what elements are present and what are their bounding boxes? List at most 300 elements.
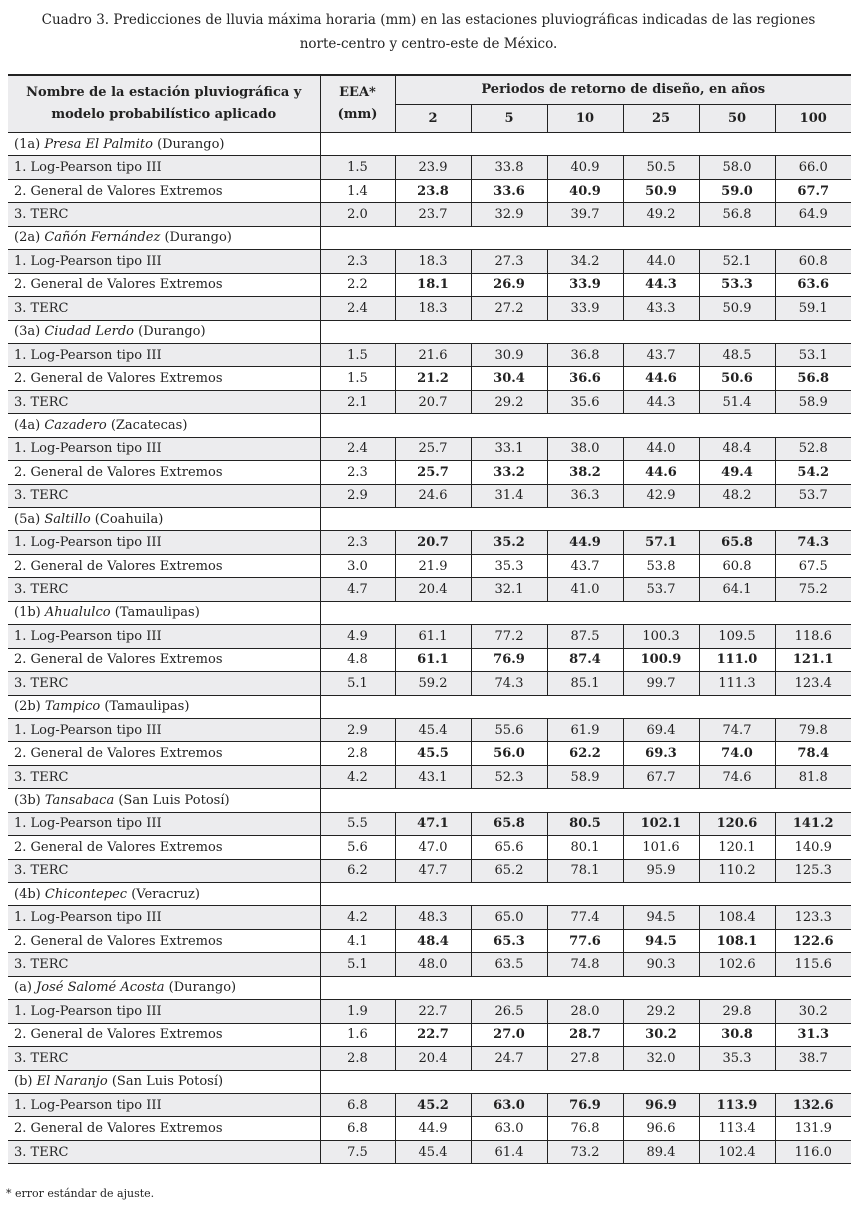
eea-value: 6.8 [320, 1093, 395, 1116]
prediction-value: 120.1 [699, 836, 775, 859]
station-name-cell [8, 976, 320, 999]
eea-value: 2.9 [320, 484, 395, 507]
prediction-value: 32.1 [471, 578, 547, 601]
prediction-value: 33.1 [471, 437, 547, 460]
prediction-value: 53.3 [699, 273, 775, 296]
station-blank [320, 976, 851, 999]
prediction-value: 76.9 [547, 1093, 623, 1116]
station-name: José Salomé Acosta [36, 980, 165, 996]
prediction-value: 48.2 [699, 484, 775, 507]
model-row [8, 250, 851, 273]
prediction-value: 59.0 [699, 179, 775, 202]
station-name-cell [8, 508, 320, 531]
model-name: 1. Log-Pearson tipo III [8, 156, 320, 179]
station-row [8, 1070, 851, 1093]
prediction-value: 58.0 [699, 156, 775, 179]
station-name: Cañón Fernández [44, 230, 161, 246]
station-code: (4b) [14, 886, 41, 902]
prediction-value: 108.4 [699, 906, 775, 929]
prediction-value: 75.2 [775, 578, 851, 601]
prediction-value: 29.2 [471, 390, 547, 413]
prediction-value: 61.9 [547, 718, 623, 741]
prediction-value: 55.6 [471, 718, 547, 741]
prediction-value: 67.7 [775, 179, 851, 202]
station-blank [320, 695, 851, 718]
header-period-10: 10 [547, 104, 623, 132]
prediction-value: 56.0 [471, 742, 547, 765]
prediction-value: 33.6 [471, 179, 547, 202]
model-name: 3. TERC [8, 765, 320, 788]
rainfall-table [8, 74, 851, 1164]
prediction-value: 108.1 [699, 929, 775, 952]
eea-value: 4.9 [320, 625, 395, 648]
model-name: 2. General de Valores Extremos [8, 367, 320, 390]
prediction-value: 41.0 [547, 578, 623, 601]
prediction-value: 24.6 [395, 484, 471, 507]
header-eea-label: EEA* [339, 85, 376, 100]
station-name: Ciudad Lerdo [44, 324, 135, 340]
prediction-value: 36.3 [547, 484, 623, 507]
eea-value: 2.8 [320, 1047, 395, 1070]
prediction-value: 30.2 [775, 1000, 851, 1023]
prediction-value: 63.5 [471, 953, 547, 976]
station-name-cell [8, 414, 320, 437]
model-name: 2. General de Valores Extremos [8, 836, 320, 859]
station-code: (a) [14, 980, 32, 996]
prediction-value: 118.6 [775, 625, 851, 648]
prediction-value: 100.9 [623, 648, 699, 671]
station-code: (1b) [14, 605, 41, 621]
station-name: Ahualulco [44, 605, 111, 621]
station-region: (Tamaulipas) [104, 699, 190, 715]
prediction-value: 44.9 [395, 1117, 471, 1140]
prediction-value: 45.4 [395, 1140, 471, 1163]
model-row [8, 437, 851, 460]
station-row [8, 414, 851, 437]
prediction-value: 65.2 [471, 859, 547, 882]
prediction-value: 21.9 [395, 554, 471, 577]
prediction-value: 73.2 [547, 1140, 623, 1163]
prediction-value: 38.7 [775, 1047, 851, 1070]
station-name-cell [8, 601, 320, 624]
model-row [8, 672, 851, 695]
prediction-value: 43.7 [623, 343, 699, 366]
station-blank [320, 508, 851, 531]
prediction-value: 43.1 [395, 765, 471, 788]
prediction-value: 99.7 [623, 672, 699, 695]
prediction-value: 29.2 [623, 1000, 699, 1023]
model-row [8, 554, 851, 577]
model-row [8, 718, 851, 741]
eea-value: 5.1 [320, 672, 395, 695]
prediction-value: 27.3 [471, 250, 547, 273]
prediction-value: 77.2 [471, 625, 547, 648]
prediction-value: 32.0 [623, 1047, 699, 1070]
model-name: 3. TERC [8, 390, 320, 413]
prediction-value: 65.3 [471, 929, 547, 952]
prediction-value: 20.4 [395, 1047, 471, 1070]
station-name-cell [8, 789, 320, 812]
station-code: (3b) [14, 792, 41, 808]
prediction-value: 61.1 [395, 648, 471, 671]
prediction-value: 53.7 [623, 578, 699, 601]
prediction-value: 95.9 [623, 859, 699, 882]
station-row [8, 883, 851, 906]
prediction-value: 21.2 [395, 367, 471, 390]
prediction-value: 48.4 [699, 437, 775, 460]
table-caption [0, 8, 857, 56]
prediction-value: 113.4 [699, 1117, 775, 1140]
prediction-value: 43.3 [623, 297, 699, 320]
footnote: * error estándar de ajuste. [6, 1187, 155, 1200]
prediction-value: 80.5 [547, 812, 623, 835]
prediction-value: 45.5 [395, 742, 471, 765]
model-row [8, 461, 851, 484]
model-name: 3. TERC [8, 578, 320, 601]
station-name: Saltillo [44, 511, 91, 527]
prediction-value: 141.2 [775, 812, 851, 835]
prediction-value: 30.8 [699, 1023, 775, 1046]
prediction-value: 76.9 [471, 648, 547, 671]
prediction-value: 43.7 [547, 554, 623, 577]
station-name-cell [8, 320, 320, 343]
prediction-value: 44.0 [623, 250, 699, 273]
prediction-value: 50.9 [699, 297, 775, 320]
model-name: 2. General de Valores Extremos [8, 742, 320, 765]
prediction-value: 65.6 [471, 836, 547, 859]
header-period-2: 2 [395, 104, 471, 132]
eea-value: 1.5 [320, 156, 395, 179]
prediction-value: 25.7 [395, 461, 471, 484]
station-row [8, 320, 851, 343]
station-blank [320, 1070, 851, 1093]
prediction-value: 35.3 [471, 554, 547, 577]
prediction-value: 48.5 [699, 343, 775, 366]
prediction-value: 102.6 [699, 953, 775, 976]
prediction-value: 33.2 [471, 461, 547, 484]
prediction-value: 122.6 [775, 929, 851, 952]
prediction-value: 56.8 [699, 203, 775, 226]
prediction-value: 39.7 [547, 203, 623, 226]
header-station-model: Nombre de la estación pluviográfica y modelo probabilístico aplicado [8, 75, 320, 133]
prediction-value: 23.8 [395, 179, 471, 202]
model-row [8, 929, 851, 952]
prediction-value: 48.4 [395, 929, 471, 952]
prediction-value: 51.4 [699, 390, 775, 413]
prediction-value: 30.2 [623, 1023, 699, 1046]
prediction-value: 62.2 [547, 742, 623, 765]
prediction-value: 96.6 [623, 1117, 699, 1140]
model-row [8, 648, 851, 671]
prediction-value: 87.5 [547, 625, 623, 648]
model-row [8, 953, 851, 976]
prediction-value: 77.6 [547, 929, 623, 952]
eea-value: 2.2 [320, 273, 395, 296]
eea-value: 6.2 [320, 859, 395, 882]
prediction-value: 123.4 [775, 672, 851, 695]
prediction-value: 53.1 [775, 343, 851, 366]
station-name: Chicontepec [44, 886, 128, 902]
station-blank [320, 414, 851, 437]
prediction-value: 85.1 [547, 672, 623, 695]
station-name: El Naranjo [36, 1074, 108, 1090]
station-name-cell [8, 883, 320, 906]
prediction-value: 36.8 [547, 343, 623, 366]
station-name: Cazadero [44, 417, 107, 433]
prediction-value: 45.4 [395, 718, 471, 741]
prediction-value: 74.6 [699, 765, 775, 788]
station-row [8, 133, 851, 156]
model-name: 3. TERC [8, 672, 320, 695]
model-row [8, 343, 851, 366]
prediction-value: 90.3 [623, 953, 699, 976]
eea-value: 4.2 [320, 765, 395, 788]
prediction-value: 35.6 [547, 390, 623, 413]
prediction-value: 50.6 [699, 367, 775, 390]
prediction-value: 49.2 [623, 203, 699, 226]
station-region: (Durango) [164, 230, 232, 246]
model-row [8, 812, 851, 835]
model-row [8, 1117, 851, 1140]
header-period-5: 5 [471, 104, 547, 132]
eea-value: 6.8 [320, 1117, 395, 1140]
prediction-value: 53.8 [623, 554, 699, 577]
prediction-value: 23.9 [395, 156, 471, 179]
prediction-value: 48.0 [395, 953, 471, 976]
prediction-value: 120.6 [699, 812, 775, 835]
prediction-value: 27.2 [471, 297, 547, 320]
station-row [8, 976, 851, 999]
model-name: 1. Log-Pearson tipo III [8, 906, 320, 929]
prediction-value: 111.0 [699, 648, 775, 671]
station-blank [320, 320, 851, 343]
eea-value: 1.5 [320, 367, 395, 390]
prediction-value: 113.9 [699, 1093, 775, 1116]
station-region: (Durango) [168, 980, 237, 996]
model-name: 2. General de Valores Extremos [8, 648, 320, 671]
prediction-value: 35.3 [699, 1047, 775, 1070]
model-row [8, 273, 851, 296]
model-name: 3. TERC [8, 1047, 320, 1070]
prediction-value: 45.2 [395, 1093, 471, 1116]
eea-value: 2.4 [320, 437, 395, 460]
prediction-value: 49.4 [699, 461, 775, 484]
eea-value: 4.8 [320, 648, 395, 671]
prediction-value: 74.3 [775, 531, 851, 554]
prediction-value: 63.0 [471, 1093, 547, 1116]
model-name: 2. General de Valores Extremos [8, 1117, 320, 1140]
prediction-value: 28.7 [547, 1023, 623, 1046]
model-name: 3. TERC [8, 484, 320, 507]
prediction-value: 87.4 [547, 648, 623, 671]
station-name: Tansabaca [44, 792, 115, 808]
station-blank [320, 133, 851, 156]
prediction-value: 27.0 [471, 1023, 547, 1046]
model-row [8, 390, 851, 413]
header-period-100: 100 [775, 104, 851, 132]
eea-value: 1.9 [320, 1000, 395, 1023]
eea-value: 4.2 [320, 906, 395, 929]
prediction-value: 21.6 [395, 343, 471, 366]
prediction-value: 18.1 [395, 273, 471, 296]
station-region: (Coahuila) [94, 511, 164, 527]
model-name: 1. Log-Pearson tipo III [8, 343, 320, 366]
station-region: (Zacatecas) [110, 417, 188, 433]
model-name: 2. General de Valores Extremos [8, 461, 320, 484]
model-name: 1. Log-Pearson tipo III [8, 437, 320, 460]
prediction-value: 59.1 [775, 297, 851, 320]
model-name: 1. Log-Pearson tipo III [8, 1000, 320, 1023]
prediction-value: 44.3 [623, 390, 699, 413]
prediction-value: 53.7 [775, 484, 851, 507]
caption-line-1: Cuadro 3. Predicciones de lluvia máxima horaria (mm) en las estaciones pluviográficas indicadas de las regiones [41, 12, 816, 28]
model-row [8, 906, 851, 929]
header-period-25: 25 [623, 104, 699, 132]
model-name: 2. General de Valores Extremos [8, 273, 320, 296]
model-row [8, 367, 851, 390]
model-name: 3. TERC [8, 859, 320, 882]
prediction-value: 44.6 [623, 461, 699, 484]
eea-value: 2.1 [320, 390, 395, 413]
station-name-cell [8, 1070, 320, 1093]
station-code: (2a) [14, 230, 41, 246]
station-name-cell [8, 695, 320, 718]
model-name: 2. General de Valores Extremos [8, 554, 320, 577]
prediction-value: 26.5 [471, 1000, 547, 1023]
prediction-value: 66.0 [775, 156, 851, 179]
eea-value: 1.5 [320, 343, 395, 366]
prediction-value: 33.9 [547, 273, 623, 296]
header-period-50: 50 [699, 104, 775, 132]
prediction-value: 23.7 [395, 203, 471, 226]
prediction-value: 56.8 [775, 367, 851, 390]
prediction-value: 61.1 [395, 625, 471, 648]
station-name-cell [8, 226, 320, 249]
prediction-value: 89.4 [623, 1140, 699, 1163]
model-name: 2. General de Valores Extremos [8, 929, 320, 952]
model-row [8, 1140, 851, 1163]
prediction-value: 22.7 [395, 1000, 471, 1023]
station-region: (San Luis Potosí) [118, 792, 230, 808]
prediction-value: 26.9 [471, 273, 547, 296]
prediction-value: 140.9 [775, 836, 851, 859]
prediction-value: 64.1 [699, 578, 775, 601]
model-row [8, 203, 851, 226]
eea-value: 2.4 [320, 297, 395, 320]
prediction-value: 27.8 [547, 1047, 623, 1070]
prediction-value: 20.7 [395, 390, 471, 413]
prediction-value: 54.2 [775, 461, 851, 484]
caption-line-2: norte-centro y centro-este de México. [299, 36, 558, 52]
prediction-value: 63.6 [775, 273, 851, 296]
model-name: 3. TERC [8, 203, 320, 226]
prediction-value: 59.2 [395, 672, 471, 695]
prediction-value: 123.3 [775, 906, 851, 929]
header-periods: Periodos de retorno de diseño, en años [395, 75, 851, 104]
prediction-value: 25.7 [395, 437, 471, 460]
prediction-value: 36.6 [547, 367, 623, 390]
prediction-value: 69.3 [623, 742, 699, 765]
eea-value: 2.3 [320, 531, 395, 554]
model-row [8, 578, 851, 601]
model-row [8, 1093, 851, 1116]
prediction-value: 28.0 [547, 1000, 623, 1023]
model-name: 1. Log-Pearson tipo III [8, 625, 320, 648]
model-name: 1. Log-Pearson tipo III [8, 1093, 320, 1116]
prediction-value: 18.3 [395, 250, 471, 273]
station-name: Tampico [44, 699, 101, 715]
eea-value: 2.3 [320, 461, 395, 484]
prediction-value: 52.8 [775, 437, 851, 460]
eea-value: 2.8 [320, 742, 395, 765]
eea-value: 2.0 [320, 203, 395, 226]
prediction-value: 44.9 [547, 531, 623, 554]
header-eea-unit: (mm) [337, 107, 378, 122]
header-eea [320, 75, 395, 133]
prediction-value: 65.8 [699, 531, 775, 554]
prediction-value: 29.8 [699, 1000, 775, 1023]
model-row [8, 156, 851, 179]
model-row [8, 179, 851, 202]
prediction-value: 67.7 [623, 765, 699, 788]
eea-value: 3.0 [320, 554, 395, 577]
eea-value: 7.5 [320, 1140, 395, 1163]
model-row [8, 484, 851, 507]
prediction-value: 110.2 [699, 859, 775, 882]
prediction-value: 44.0 [623, 437, 699, 460]
prediction-value: 44.3 [623, 273, 699, 296]
eea-value: 5.6 [320, 836, 395, 859]
prediction-value: 50.5 [623, 156, 699, 179]
station-row [8, 226, 851, 249]
model-row [8, 297, 851, 320]
prediction-value: 20.7 [395, 531, 471, 554]
prediction-value: 78.4 [775, 742, 851, 765]
station-code: (1a) [14, 136, 41, 152]
prediction-value: 58.9 [547, 765, 623, 788]
prediction-value: 111.3 [699, 672, 775, 695]
station-region: (Veracruz) [131, 886, 200, 902]
model-row [8, 1023, 851, 1046]
station-region: (Tamaulipas) [114, 605, 200, 621]
prediction-value: 121.1 [775, 648, 851, 671]
model-row [8, 742, 851, 765]
prediction-value: 31.4 [471, 484, 547, 507]
model-name: 2. General de Valores Extremos [8, 1023, 320, 1046]
prediction-value: 40.9 [547, 156, 623, 179]
station-region: (Durango) [138, 324, 206, 340]
model-name: 2. General de Valores Extremos [8, 179, 320, 202]
station-code: (3a) [14, 324, 41, 340]
model-row [8, 1000, 851, 1023]
station-code: (b) [14, 1074, 33, 1090]
station-code: (5a) [14, 511, 41, 527]
prediction-value: 42.9 [623, 484, 699, 507]
prediction-value: 57.1 [623, 531, 699, 554]
prediction-value: 102.1 [623, 812, 699, 835]
eea-value: 2.3 [320, 250, 395, 273]
prediction-value: 101.6 [623, 836, 699, 859]
prediction-value: 116.0 [775, 1140, 851, 1163]
model-row [8, 1047, 851, 1070]
prediction-value: 131.9 [775, 1117, 851, 1140]
prediction-value: 24.7 [471, 1047, 547, 1070]
prediction-value: 94.5 [623, 929, 699, 952]
prediction-value: 32.9 [471, 203, 547, 226]
station-name: Presa El Palmito [44, 136, 153, 152]
prediction-value: 47.7 [395, 859, 471, 882]
prediction-value: 96.9 [623, 1093, 699, 1116]
